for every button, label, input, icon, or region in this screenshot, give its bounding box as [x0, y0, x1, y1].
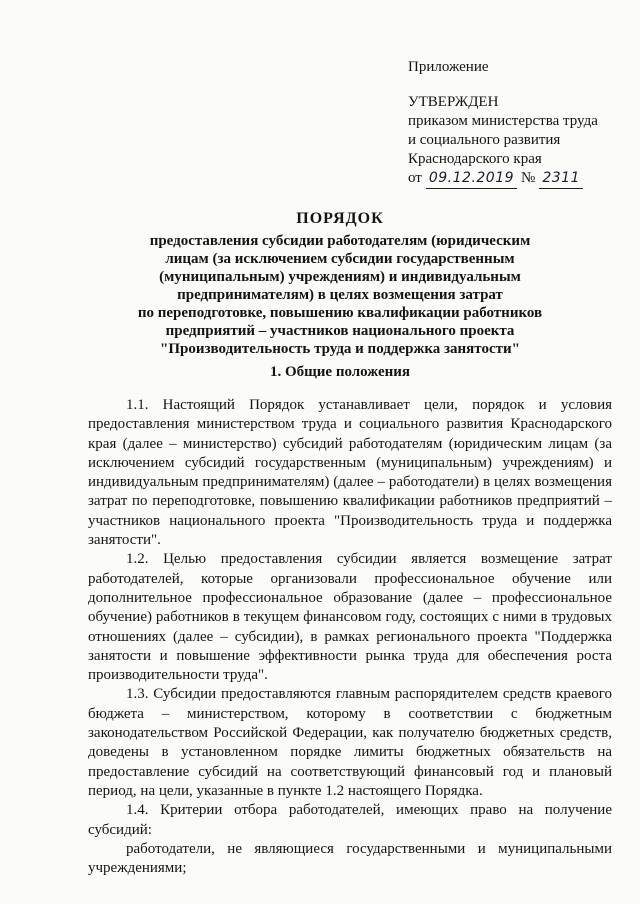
document-title-block	[60, 210, 620, 358]
document-title: ПОРЯДОК	[296, 210, 384, 227]
approval-block	[408, 58, 628, 189]
section-body	[88, 396, 612, 878]
title-line: предпринимателям) в целях возмещения затрат	[177, 287, 503, 303]
paragraph-1-2: 1.2. Целью предоставления субсидии является возмещение затрат работодателей, которые организовали профессиональное обучение или дополнительное профессиональное образование (далее – профессиональное обучение) работников в текущем финансовом году, состоящих с ними в трудовых отношениях (далее – субсидии), в рамках регионального проекта "Поддержка занятости и повышение эффективности рынка труда для обеспечения роста производительности труда".	[88, 551, 612, 684]
approved-label: УТВЕРЖДЕН	[408, 94, 499, 110]
order-date-line	[408, 169, 628, 189]
title-line: по переподготовке, повышению квалификации работников	[137, 305, 543, 321]
approval-line-1: приказом министерства труда	[408, 113, 598, 129]
section-heading: 1. Общие положения	[269, 364, 411, 380]
order-number: 2311	[539, 169, 583, 189]
title-line: предоставления субсидии работодателям (юридическим	[149, 233, 531, 249]
paragraph-1-1: 1.1. Настоящий Порядок устанавливает цели, порядок и условия предоставления министерством труда и социального развития Краснодарского края (далее – министерство) субсидий работодателям (юридическим лицам (за исключением субсидий государственным (муниципальным) учреждениям) и индивидуальным предпринимателям) (далее – работодатели) в целях возмещения затрат по переподготовке, повышению квалификации работников предприятий – участников национального проекта "Производительность труда и поддержка занятости".	[88, 397, 612, 549]
date-prefix: от	[408, 170, 422, 186]
appendix-label: Приложение	[408, 59, 489, 75]
title-line: лицам (за исключением субсидии государственным	[165, 251, 515, 267]
title-line: предприятий – участников национального проекта	[165, 323, 515, 339]
approval-line-2: и социального развития	[408, 132, 561, 148]
paragraph-1-3: 1.3. Субсидии предоставляются главным распорядителем средств краевого бюджета – министерством, которому в соответствии с бюджетным законодательством Российской Федерации, как получателю бюджетных средств, доведены в установленном порядке лимиты бюджетных обязательств на предоставление субсидий на соответствующий финансовый год и плановый период, на цели, указанные в пункте 1.2 настоящего Порядка.	[88, 686, 612, 799]
paragraph-criteria-1: работодатели, не являющиеся государственными и муниципальными учреждениями;	[88, 840, 612, 877]
order-date: 09.12.2019	[426, 169, 517, 189]
title-line: (муниципальным) учреждениям) и индивидуальным	[159, 269, 521, 285]
title-line: "Производительность труда и поддержка занятости"	[160, 341, 520, 357]
number-prefix: №	[521, 170, 536, 186]
approval-line-3: Краснодарского края	[408, 151, 542, 167]
paragraph-1-4: 1.4. Критерии отбора работодателей, имеющих право на получение субсидий:	[88, 802, 612, 838]
